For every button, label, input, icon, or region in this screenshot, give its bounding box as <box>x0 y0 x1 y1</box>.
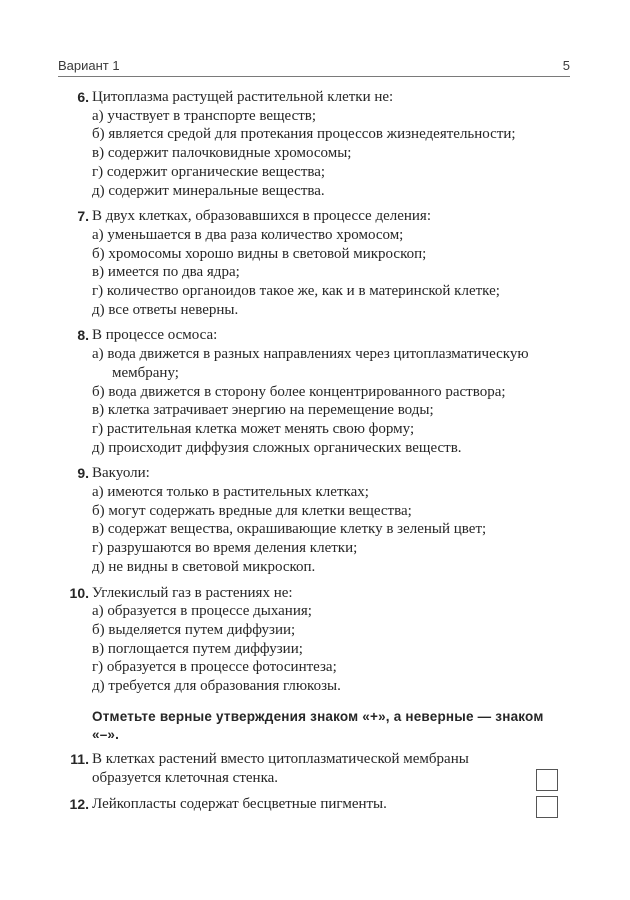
option-d: д) требуется для образования глюкозы. <box>92 678 341 695</box>
answer-checkbox[interactable] <box>536 796 558 818</box>
question-8 <box>60 326 570 457</box>
option-v: в) содержат вещества, окрашивающие клетку в зеленый цвет; <box>92 521 487 538</box>
question-7 <box>60 207 570 319</box>
statement-12 <box>60 795 570 814</box>
page-number: 5 <box>562 58 570 73</box>
statement-text: Лейкопласты содержат бесцветные пигменты. <box>92 796 387 813</box>
statement-text: В клетках растений вместо цитоплазматической мембраны образуется клеточная стенка. <box>92 750 469 786</box>
option-g: г) содержит органические вещества; <box>92 163 326 180</box>
question-stem <box>60 584 570 603</box>
question-number: 7. <box>77 208 89 225</box>
answer-options <box>60 483 570 577</box>
question-stem <box>60 326 570 345</box>
option-a: а) вода движется в разных направлениях через цитоплазматическую мембрану; <box>92 346 529 381</box>
option-g: г) растительная клетка может менять свою форму; <box>92 420 415 437</box>
question-text: Углекислый газ в растениях не: <box>92 584 293 601</box>
option-d: д) все ответы неверны. <box>92 301 239 318</box>
option-b: б) могут содержать вредные для клетки вещества; <box>92 502 412 519</box>
answer-options <box>60 107 570 201</box>
question-6 <box>60 88 570 200</box>
option-v: в) имеется по два ядра; <box>92 264 240 281</box>
question-number: 9. <box>77 465 89 482</box>
option-v: в) содержит палочковидные хромосомы; <box>92 145 352 162</box>
option-b: б) является средой для протекания процессов жизнедеятельности; <box>92 126 516 143</box>
question-stem <box>60 207 570 226</box>
option-d: д) происходит диффузия сложных органических веществ. <box>92 439 462 456</box>
question-text: В процессе осмоса: <box>92 327 218 344</box>
option-d: д) не видны в световой микроскоп. <box>92 558 316 575</box>
answer-options <box>60 226 570 320</box>
option-a: а) имеются только в растительных клетках; <box>92 484 369 501</box>
page-header <box>58 56 570 77</box>
option-a: а) участвует в транспорте веществ; <box>92 107 317 124</box>
option-b: б) выделяется путем диффузии; <box>92 621 296 638</box>
option-a: а) образуется в процессе дыхания; <box>92 603 312 620</box>
statement-number: 12. <box>69 796 89 813</box>
question-number: 10. <box>69 584 89 601</box>
option-g: г) количество органоидов такое же, как и в материнской клетке; <box>92 283 500 300</box>
question-text: В двух клетках, образовавшихся в процессе деления: <box>92 208 431 225</box>
option-a: а) уменьшается в два раза количество хромосом; <box>92 226 404 243</box>
question-stem <box>60 88 570 107</box>
question-text: Цитоплазма растущей растительной клетки не: <box>92 89 394 105</box>
answer-checkbox[interactable] <box>536 769 558 791</box>
option-g: г) разрушаются во время деления клетки; <box>92 540 358 557</box>
question-number: 6. <box>77 89 89 105</box>
question-stem <box>60 464 570 483</box>
variant-label: Вариант 1 <box>58 58 120 73</box>
page-content <box>60 88 570 822</box>
question-number: 8. <box>77 327 89 344</box>
question-9 <box>60 464 570 576</box>
statement-11 <box>60 750 570 787</box>
option-g: г) образуется в процессе фотосинтеза; <box>92 659 337 676</box>
option-v: в) клетка затрачивает энергию на перемещение воды; <box>92 402 434 419</box>
answer-options <box>60 345 570 457</box>
question-text: Вакуоли: <box>92 465 150 482</box>
statement-number: 11. <box>70 750 89 767</box>
option-v: в) поглощается путем диффузии; <box>92 640 303 657</box>
option-b: б) хромосомы хорошо видны в световой микроскоп; <box>92 245 427 262</box>
question-10 <box>60 584 570 696</box>
option-b: б) вода движется в сторону более концентрированного раствора; <box>92 383 506 400</box>
answer-options <box>60 602 570 696</box>
true-false-instruction: Отметьте верные утверждения знаком «+», а неверные — знаком «–». <box>92 708 544 742</box>
option-d: д) содержит минеральные вещества. <box>92 182 325 199</box>
